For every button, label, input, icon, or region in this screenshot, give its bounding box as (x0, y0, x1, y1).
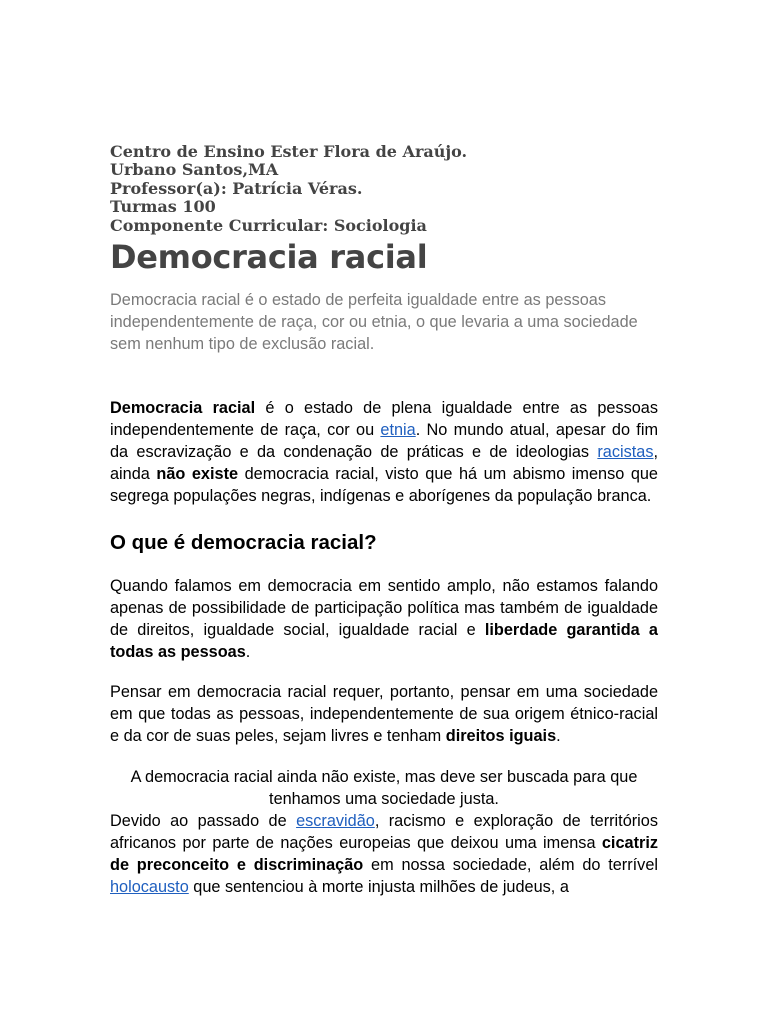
text-run: , ainda (110, 443, 658, 484)
page-title: Democracia racial (110, 238, 428, 277)
bold-term: Democracia racial (110, 399, 256, 418)
bold-term: cicatriz de preconceito e discriminação (110, 834, 658, 875)
link-holocausto[interactable]: holocausto (110, 878, 189, 897)
document-content (110, 143, 658, 898)
bold-term: não existe (156, 465, 239, 484)
text-run: . (245, 643, 251, 662)
text-run: . (556, 727, 561, 746)
link-etnia[interactable]: etnia (380, 421, 416, 440)
link-escravidao[interactable]: escravidão (296, 812, 375, 831)
school-name: Centro de Ensino Ester Flora de Araújo. (110, 142, 468, 161)
text-run: Pensar em democracia racial requer, portanto, pensar em uma sociedade em que todas as pessoas, independentemente de sua origem étnico-racial e da cor de suas peles, sejam livres e tenham (110, 683, 658, 746)
image-caption: A democracia racial ainda não existe, mas deve ser buscada para que tenhamos uma sociedade justa. (130, 768, 638, 809)
school-header (110, 143, 658, 235)
text-run: . No mundo atual, apesar do fim da escravização e da condenação de práticas e de ideologias (110, 421, 659, 462)
text-run: é o estado de plena igualdade entre as pessoas independentemente de raça, cor ou (110, 399, 658, 440)
text-run: democracia racial, visto que há um abismo imenso que segrega populações negras, indígenas e aborígenes da população branca. (110, 465, 658, 506)
text-run: , racismo e exploração de territórios africanos por parte de nações europeias que deixou uma imensa (110, 812, 658, 853)
lead-paragraph: Democracia racial é o estado de perfeita igualdade entre as pessoas independentemente de raça, cor ou etnia, o que levaria a uma sociedade sem nenhum tipo de exclusão racial. (110, 291, 638, 354)
paragraph-democracy (110, 575, 658, 663)
paragraph-equal-rights (110, 681, 658, 747)
bold-term: liberdade garantida a todas as pessoas (110, 621, 658, 662)
paragraph-history (110, 810, 658, 898)
link-racistas[interactable]: racistas (597, 443, 654, 462)
section-heading: O que é democracia racial? (110, 531, 377, 555)
text-run: Devido ao passado de (110, 812, 297, 831)
city-line: Urbano Santos,MA (110, 160, 279, 180)
text-run: em nossa sociedade, além do terrível (363, 856, 658, 875)
teacher-line: Professor(a): Patrícia Véras. (110, 178, 363, 198)
paragraph-definition (110, 397, 658, 507)
text-run: que sentenciou à morte injusta milhões de judeus, a (188, 878, 569, 897)
subject-line: Componente Curricular: Sociologia (110, 215, 427, 235)
text-run: Quando falamos em democracia em sentido amplo, não estamos falando apenas de possibilidade de participação política mas também de igualdade de direitos, igualdade social, igualdade racial e (110, 577, 658, 640)
bold-term: direitos iguais (445, 727, 557, 746)
classes-line: Turmas 100 (110, 197, 216, 217)
